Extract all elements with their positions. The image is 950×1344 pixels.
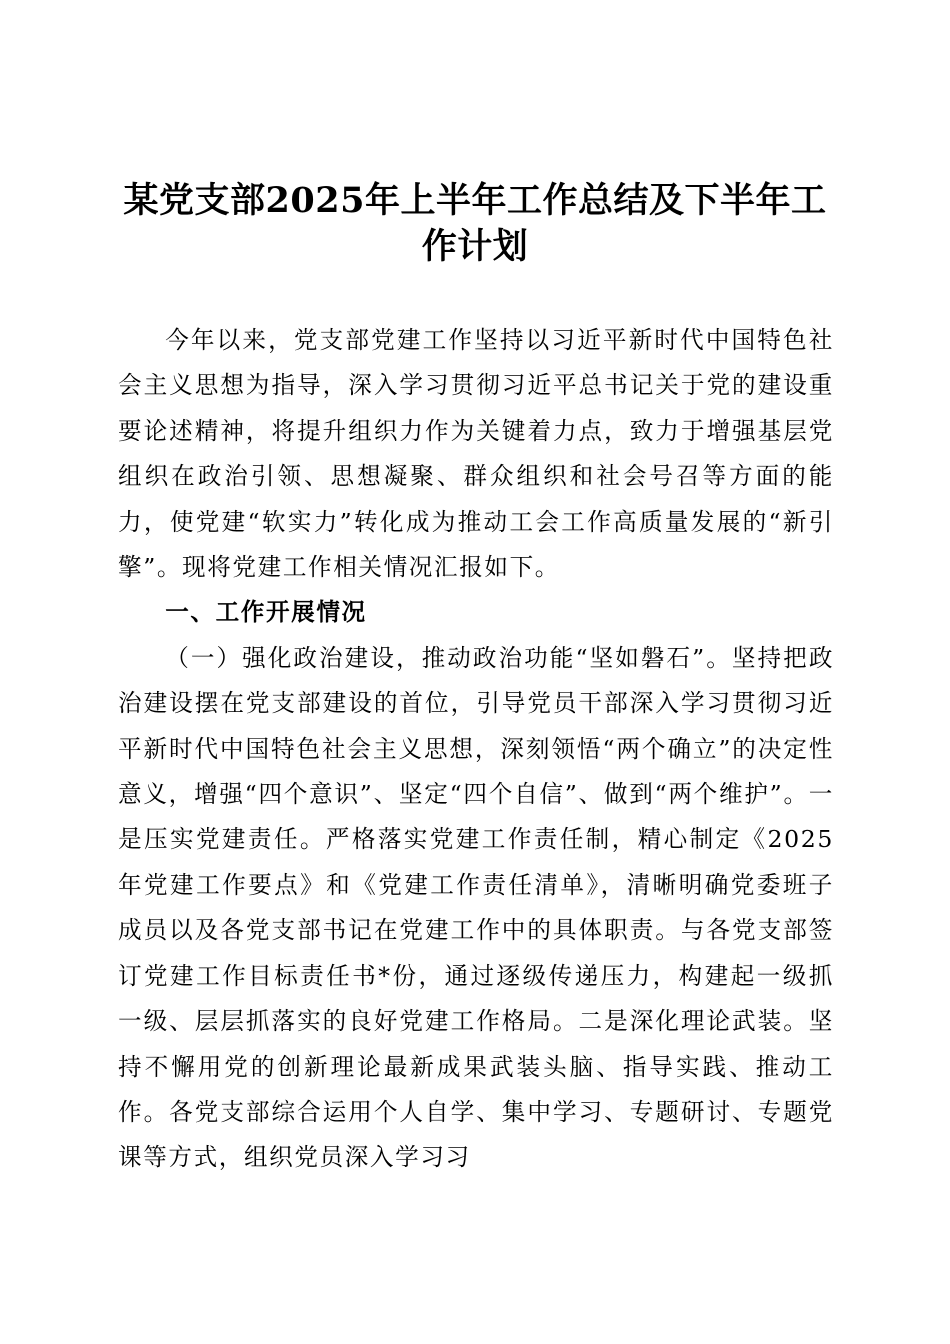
intro-paragraph: 今年以来，党支部党建工作坚持以习近平新时代中国特色社会主义思想为指导，深入学习贯彻习近平总书记关于党的建设重要论述精神，将提升组织力作为关键着力点，致力于增强基层党组织在政治引领、思想凝聚、群众组织和社会号召等方面的能力，使党建“软实力”转化成为推动工会工作高质量发展的“新引擎”。现将党建工作相关情况汇报如下。 [118,326,834,582]
document-title: 某党支部2025年上半年工作总结及下半年工作计划 [123,180,827,267]
section-heading: 一、工作开展情况 [165,598,367,627]
document-body [118,318,834,1181]
subsection-lead: （一）强化政治建设，推动政治功能“坚如磐石”。 [165,643,732,672]
subsection-paragraph [118,636,834,1181]
subsection-body: 坚持把政治建设摆在党支部建设的首位，引导党员干部深入学习贯彻习近平新时代中国特色社会主义思想，深刻领悟“两个确立”的决定性意义，增强“四个意识”、坚定“四个自信”、做到“两个维护”。一是压实党建责任。严格落实党建工作责任制，精心制定《2025年党建工作要点》和《党建工作责任清单》，清晰明确党委班子成员以及各党支部书记在党建工作中的具体职责。与各党支部签订党建工作目标责任书*份，通过逐级传递压力，构建起一级抓一级、层层抓落实的良好党建工作格局。二是深化理论武装。坚持不懈用党的创新理论最新成果武装头脑、指导实践、推动工作。各党支部综合运用个人自学、集中学习、专题研讨、专题党课等方式，组织党员深入学习习 [118,643,835,1172]
